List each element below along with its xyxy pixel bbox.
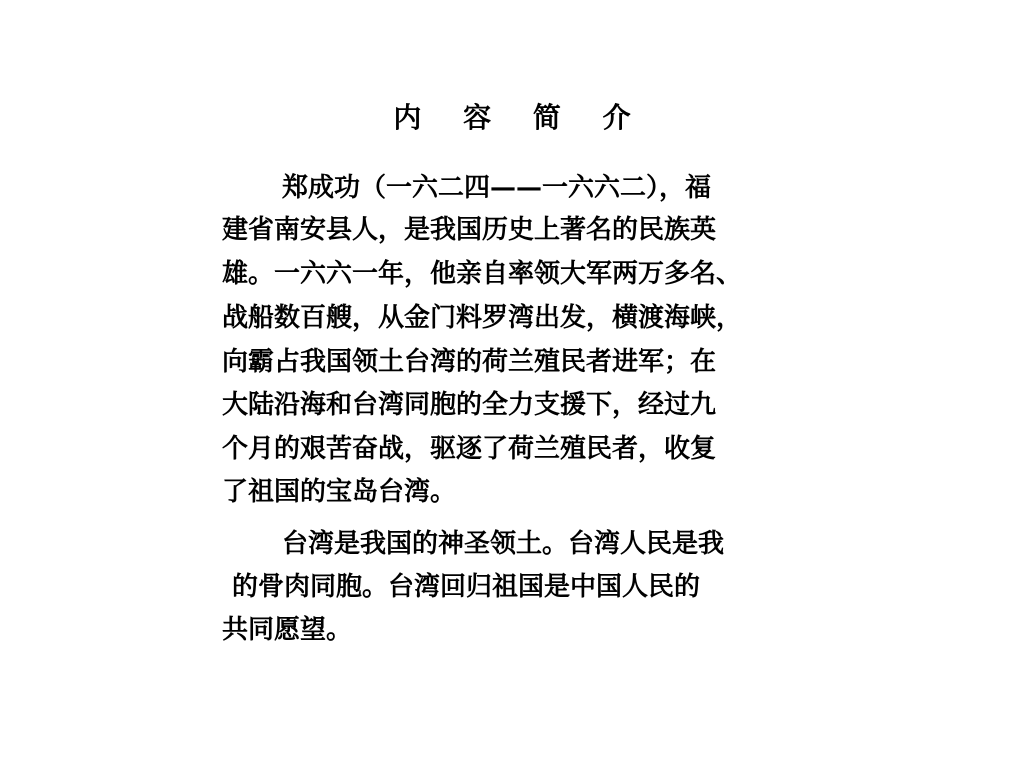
- paragraph1-line-1: 郑成功（一六二四——一六六二），福: [282, 173, 712, 203]
- paragraph1-line-5: 向霸占我国领土台湾的荷兰殖民者进军；在: [222, 347, 717, 377]
- paragraph1-line-6: 大陆沿海和台湾同胞的全力支援下，经过九: [222, 390, 717, 420]
- document-title: 内 容 简 介: [393, 101, 647, 134]
- paragraph2-line-3: 共同愿望。: [222, 615, 353, 645]
- paragraph1-line-8: 了祖国的宝岛台湾。: [222, 477, 457, 507]
- paragraph1-line-7: 个月的艰苦奋战，驱逐了荷兰殖民者，收复: [222, 434, 717, 464]
- paragraph2-line-1: 台湾是我国的神圣领土。台湾人民是我: [282, 529, 725, 559]
- paragraph1-line-2: 建省南安县人，是我国历史上著名的民族英: [222, 215, 717, 245]
- paragraph1-line-4: 战船数百艘，从金门料罗湾出发，横渡海峡，: [222, 303, 743, 333]
- paragraph2-line-2: 的骨肉同胞。台湾回归祖国是中国人民的: [232, 572, 701, 602]
- paragraph1-line-3: 雄。一六六一年，他亲自率领大军两万多名、: [222, 259, 743, 289]
